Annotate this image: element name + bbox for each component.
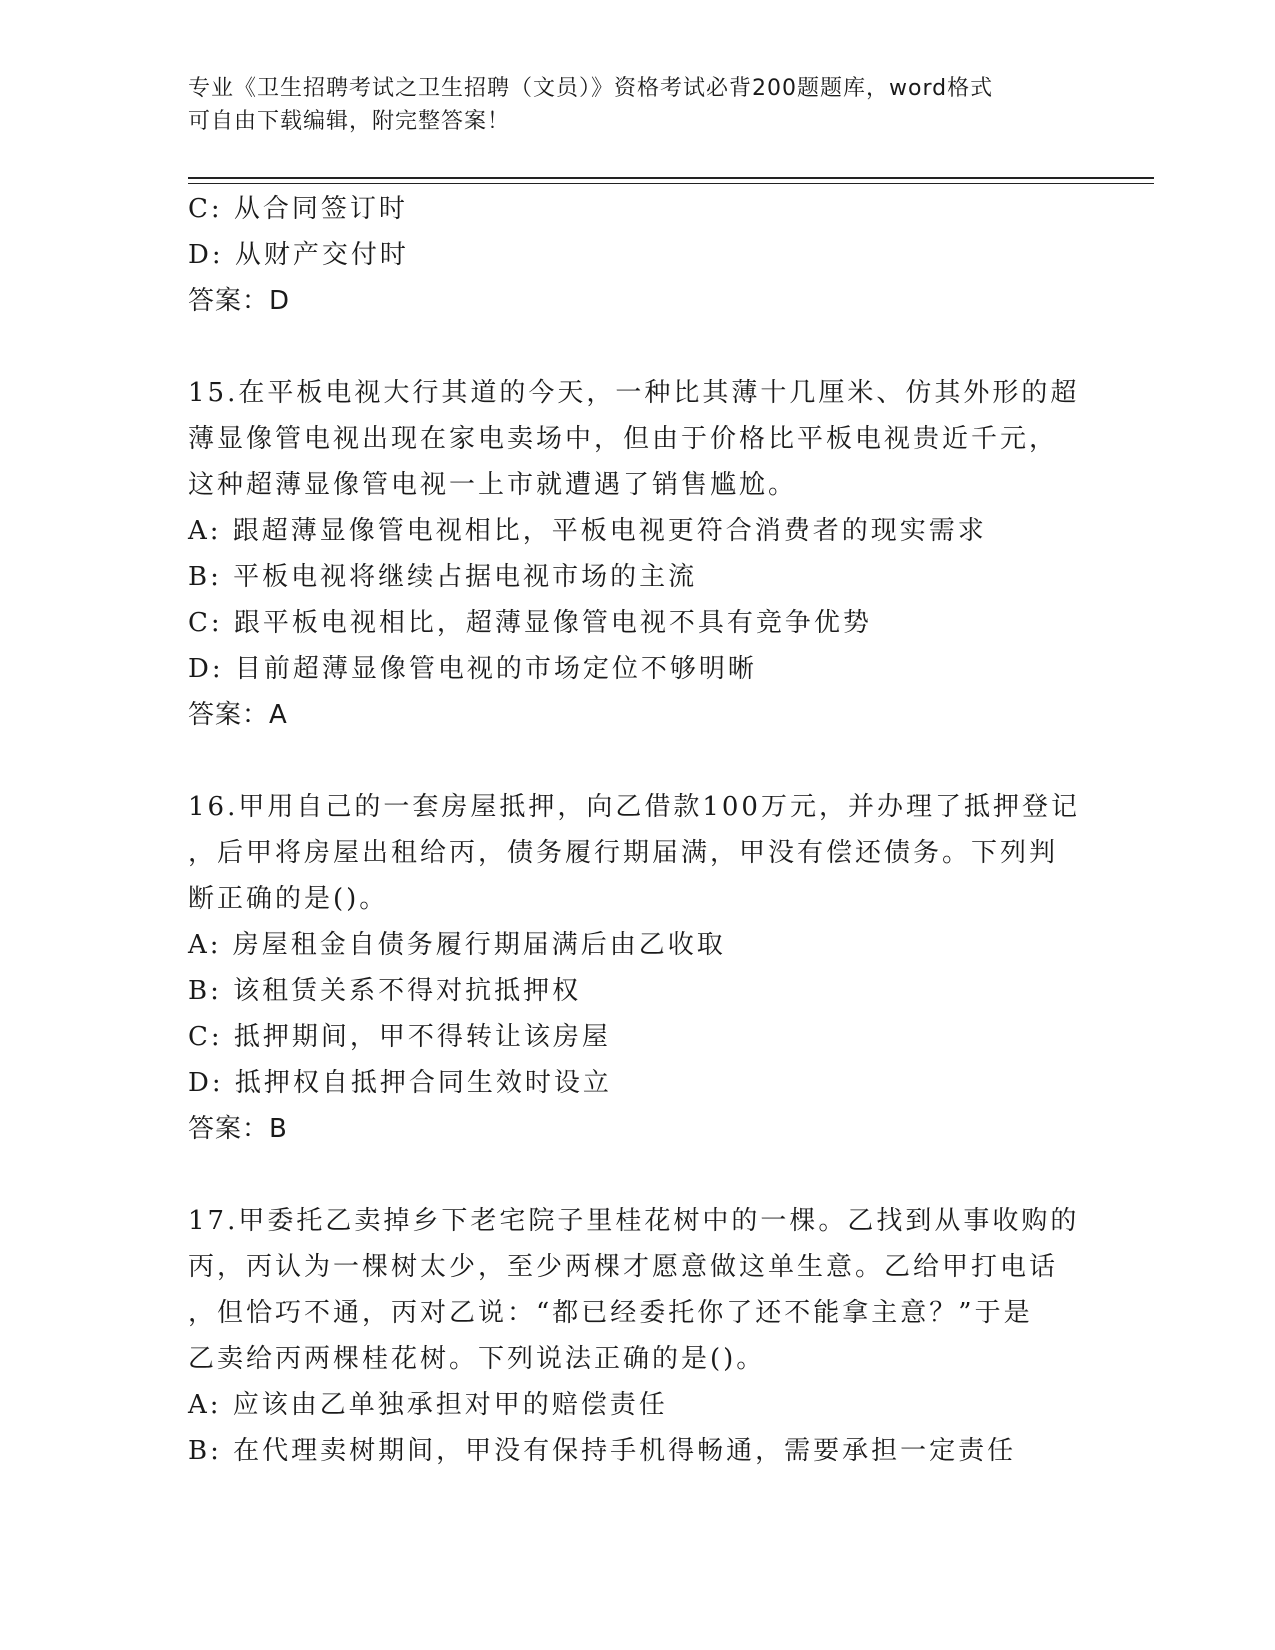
- option-a: A: 应该由乙单独承担对甲的赔偿责任: [188, 1390, 668, 1420]
- option-d: D: 从财产交付时: [188, 240, 409, 270]
- option-d: D: 抵押权自抵押合同生效时设立: [188, 1068, 612, 1098]
- question-stem-line: ，后甲将房屋出租给丙，债务履行期届满，甲没有偿还债务。下列判: [188, 838, 1059, 868]
- answer-line: 答案：A: [188, 700, 288, 730]
- question-stem-line: 乙卖给丙两棵桂花树。下列说法正确的是()。: [188, 1344, 766, 1374]
- spacer: [188, 324, 1088, 370]
- header-title-line-2: 可自由下载编辑，附完整答案！: [188, 109, 511, 134]
- question-stem-line: 断正确的是()。: [188, 884, 389, 914]
- document-body: [188, 186, 1088, 1474]
- option-b: B: 在代理卖树期间，甲没有保持手机得畅通，需要承担一定责任: [188, 1436, 1017, 1466]
- question-stem-line: 薄显像管电视出现在家电卖场中，但由于价格比平板电视贵近千元，: [188, 424, 1059, 454]
- answer-line: 答案：B: [188, 1114, 288, 1144]
- answer-line: 答案：D: [188, 286, 291, 316]
- previous-question-tail: [188, 186, 1088, 324]
- option-a: A: 房屋租金自债务履行期届满后由乙收取: [188, 930, 726, 960]
- option-c: C: 抵押期间，甲不得转让该房屋: [188, 1022, 611, 1052]
- question-stem-line: 16.甲用自己的一套房屋抵押，向乙借款100万元，并办理了抵押登记: [188, 792, 1080, 822]
- question-stem-line: 这种超薄显像管电视一上市就遭遇了销售尴尬。: [188, 470, 798, 500]
- spacer: [188, 1152, 1088, 1198]
- question-15: [188, 370, 1088, 738]
- question-stem-line: ，但恰巧不通，丙对乙说：“都已经委托你了还不能拿主意？”于是: [188, 1298, 1033, 1328]
- option-a: A: 跟超薄显像管电视相比，平板电视更符合消费者的现实需求: [188, 516, 987, 546]
- question-17: [188, 1198, 1088, 1474]
- header-divider-thick: [188, 177, 1154, 179]
- question-stem-line: 17.甲委托乙卖掉乡下老宅院子里桂花树中的一棵。乙找到从事收购的: [188, 1206, 1080, 1236]
- question-16: [188, 784, 1088, 1152]
- option-d: D: 目前超薄显像管电视的市场定位不够明晰: [188, 654, 757, 684]
- header-title-line-1: 专业《卫生招聘考试之卫生招聘（文员）》资格考试必背200题题库，word格式: [188, 76, 994, 101]
- question-stem-line: 丙，丙认为一棵树太少，至少两棵才愿意做这单生意。乙给甲打电话: [188, 1252, 1059, 1282]
- option-c: C: 从合同签订时: [188, 194, 408, 224]
- header-divider-thin: [188, 183, 1154, 184]
- option-b: B: 平板电视将继续占据电视市场的主流: [188, 562, 698, 592]
- option-b: B: 该租赁关系不得对抗抵押权: [188, 976, 582, 1006]
- question-stem-line: 15.在平板电视大行其道的今天，一种比其薄十几厘米、仿其外形的超: [188, 378, 1080, 408]
- document-header: [188, 72, 1088, 138]
- option-c: C: 跟平板电视相比，超薄显像管电视不具有竞争优势: [188, 608, 872, 638]
- spacer: [188, 738, 1088, 784]
